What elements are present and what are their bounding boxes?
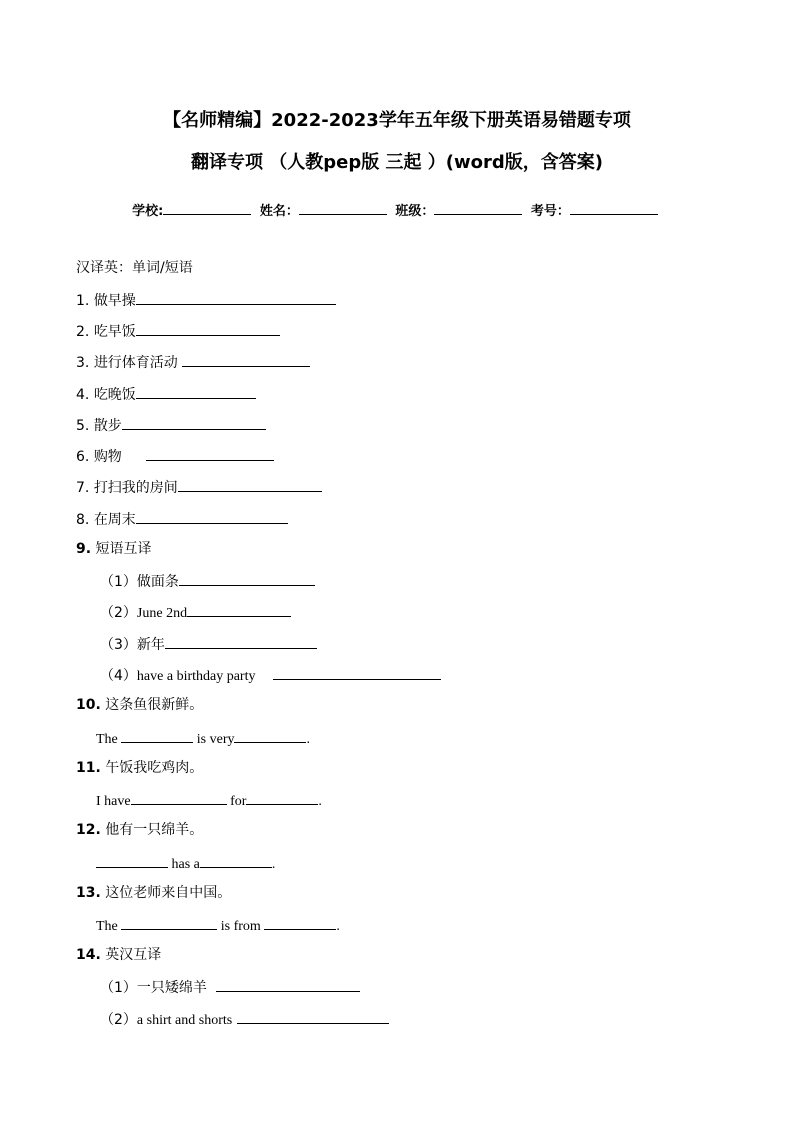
question-14-sub-1	[100, 976, 360, 998]
question-13-answer	[96, 914, 340, 937]
answer-blank[interactable]	[182, 351, 310, 367]
sub-label: （3）	[100, 637, 137, 653]
question-11	[76, 758, 203, 778]
question-text: 这条鱼很新鲜。	[105, 697, 204, 713]
question-number: 2.	[76, 324, 90, 340]
question-number: 3.	[76, 355, 90, 371]
sub-text: 新年	[136, 637, 165, 653]
question-number: 4.	[76, 387, 90, 403]
answer-blank[interactable]	[136, 320, 280, 336]
answer-blank[interactable]	[121, 914, 217, 930]
school-label: 学校:	[132, 204, 164, 219]
question-text: 午饭我吃鸡肉。	[105, 760, 204, 776]
document-title-line-1: 【名师精编】2022-2023学年五年级下册英语易错题专项	[163, 110, 631, 131]
answer-blank[interactable]	[246, 789, 318, 805]
section-title: 汉译英：单词/短语	[76, 260, 193, 276]
answer-blank[interactable]	[178, 476, 322, 492]
question-number: 14.	[76, 947, 101, 963]
answer-blank[interactable]	[136, 508, 288, 524]
number-blank[interactable]	[570, 201, 658, 215]
name-label: 姓名：	[259, 204, 299, 219]
answer-mid: is very	[196, 732, 235, 747]
question-3	[76, 351, 310, 373]
answer-mid: for	[230, 794, 247, 809]
answer-blank[interactable]	[179, 570, 315, 586]
answer-prefix: I have	[96, 794, 131, 809]
question-12	[76, 820, 203, 840]
question-1	[76, 289, 336, 311]
sub-text: have a birthday party	[136, 669, 256, 684]
answer-prefix: The	[96, 919, 118, 934]
sub-label: （1）	[100, 980, 137, 996]
answer-blank[interactable]	[122, 414, 266, 430]
question-5	[76, 414, 266, 436]
question-2	[76, 320, 280, 342]
answer-blank[interactable]	[216, 976, 360, 992]
question-14-sub-2	[100, 1008, 389, 1031]
question-4	[76, 383, 256, 405]
answer-mid: is from	[220, 919, 261, 934]
sub-text: a shirt and shorts	[136, 1013, 233, 1028]
question-number: 8.	[76, 512, 90, 528]
answer-blank[interactable]	[146, 445, 274, 461]
question-number: 1.	[76, 293, 90, 309]
question-text: 进行体育活动	[93, 355, 178, 371]
question-text: 打扫我的房间	[93, 480, 178, 496]
question-7	[76, 476, 322, 498]
sub-text: 做面条	[136, 574, 179, 590]
question-6	[76, 445, 274, 467]
answer-blank[interactable]	[234, 727, 306, 743]
answer-blank[interactable]	[273, 664, 441, 680]
question-13	[76, 883, 231, 903]
question-14	[76, 945, 161, 965]
period: .	[318, 794, 322, 809]
sub-text: 一只矮绵羊	[136, 980, 207, 996]
answer-prefix: The	[96, 732, 118, 747]
answer-blank[interactable]	[264, 914, 336, 930]
answer-blank[interactable]	[136, 383, 256, 399]
question-9-sub-3	[100, 633, 317, 655]
answer-blank[interactable]	[200, 852, 272, 868]
question-number: 13.	[76, 885, 101, 901]
question-10	[76, 695, 203, 715]
question-10-answer	[96, 727, 310, 750]
number-label: 考号：	[530, 204, 570, 219]
answer-blank[interactable]	[237, 1008, 389, 1024]
sub-label: （4）	[100, 668, 137, 684]
answer-blank[interactable]	[136, 289, 336, 305]
question-title: 英汉互译	[105, 947, 162, 963]
name-blank[interactable]	[299, 201, 387, 215]
question-text: 散步	[93, 418, 122, 434]
class-blank[interactable]	[434, 201, 522, 215]
document-title-line-2: 翻译专项 （人教pep版 三起 ）(word版，含答案)	[191, 152, 603, 173]
question-title: 短语互译	[95, 541, 152, 557]
sub-label: （1）	[100, 574, 137, 590]
question-8	[76, 508, 288, 530]
question-text: 购物	[93, 449, 122, 465]
question-text: 吃晚饭	[93, 387, 136, 403]
question-12-answer	[96, 852, 275, 875]
sub-label: （2）	[100, 1012, 137, 1028]
period: .	[306, 732, 310, 747]
question-number: 6.	[76, 449, 90, 465]
answer-blank[interactable]	[96, 852, 168, 868]
question-number: 10.	[76, 697, 101, 713]
school-blank[interactable]	[163, 201, 251, 215]
question-text: 在周末	[93, 512, 136, 528]
question-number: 7.	[76, 480, 90, 496]
question-text: 做早操	[93, 293, 136, 309]
answer-blank[interactable]	[131, 789, 227, 805]
question-9	[76, 539, 152, 559]
question-9-sub-1	[100, 570, 315, 592]
question-text: 吃早饭	[93, 324, 136, 340]
question-text: 这位老师来自中国。	[105, 885, 232, 901]
question-text: 他有一只绵羊。	[105, 822, 204, 838]
class-label: 班级：	[395, 204, 435, 219]
answer-blank[interactable]	[165, 633, 317, 649]
period: .	[336, 919, 340, 934]
question-9-sub-2	[100, 601, 291, 624]
question-number: 12.	[76, 822, 101, 838]
question-number: 5.	[76, 418, 90, 434]
student-info-row	[0, 200, 794, 219]
sub-text: June 2nd	[136, 606, 188, 621]
answer-mid: has a	[171, 857, 200, 872]
question-number: 11.	[76, 760, 101, 776]
period: .	[271, 857, 276, 872]
question-number: 9.	[76, 541, 92, 557]
answer-blank[interactable]	[187, 601, 291, 617]
answer-blank[interactable]	[121, 727, 193, 743]
question-11-answer	[96, 789, 322, 812]
question-9-sub-4	[100, 664, 441, 687]
sub-label: （2）	[100, 605, 137, 621]
